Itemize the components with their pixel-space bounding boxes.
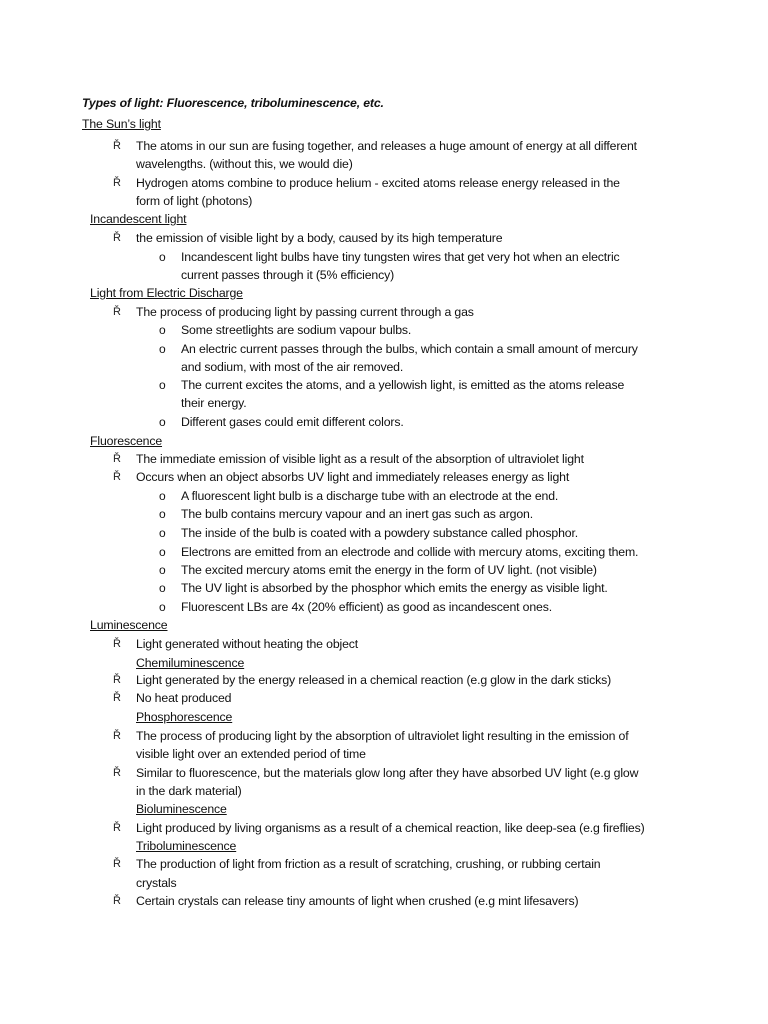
subheading-triboluminescence: Triboluminescence xyxy=(136,839,237,853)
bullet-icon: Ř xyxy=(113,895,121,907)
page-title: Types of light: Fluorescence, triboluminescence, etc. xyxy=(82,96,384,110)
subheading-phosphorescence: Phosphorescence xyxy=(136,710,233,724)
subheading-chemiluminescence: Chemiluminescence xyxy=(136,656,245,670)
heading-luminescence: Luminescence xyxy=(90,618,168,632)
list-item-continuation: crystals xyxy=(136,876,177,890)
sub-list-item-continuation: and sodium, with most of the air removed. xyxy=(181,360,404,374)
heading-fluorescence: Fluorescence xyxy=(90,434,163,448)
sub-list-item-continuation: current passes through it (5% efficiency) xyxy=(181,268,395,282)
sub-bullet-icon: o xyxy=(159,250,166,264)
bullet-icon: Ř xyxy=(113,471,121,483)
bullet-icon: Ř xyxy=(113,767,121,779)
bullet-icon: Ř xyxy=(113,674,121,686)
list-item-continuation: wavelengths. (without this, we would die) xyxy=(136,157,353,171)
sub-list-item-continuation: their energy. xyxy=(181,396,247,410)
list-item-continuation: in the dark material) xyxy=(136,784,242,798)
sub-bullet-icon: o xyxy=(159,507,166,521)
sub-bullet-icon: o xyxy=(159,323,166,337)
sub-bullet-icon: o xyxy=(159,526,166,540)
sub-bullet-icon: o xyxy=(159,415,166,429)
bullet-icon: Ř xyxy=(113,232,121,244)
sub-bullet-icon: o xyxy=(159,545,166,559)
bullet-icon: Ř xyxy=(113,730,121,742)
bullet-icon: Ř xyxy=(113,692,121,704)
bullet-icon: Ř xyxy=(113,822,121,834)
list-item-continuation: visible light over an extended period of time xyxy=(136,747,366,761)
bullet-icon: Ř xyxy=(113,306,121,318)
bullet-icon: Ř xyxy=(113,140,121,152)
heading-electric-discharge: Light from Electric Discharge xyxy=(90,286,243,300)
sub-bullet-icon: o xyxy=(159,600,166,614)
bullet-icon: Ř xyxy=(113,858,121,870)
bullet-icon: Ř xyxy=(113,453,121,465)
bullet-icon: Ř xyxy=(113,177,121,189)
sub-bullet-icon: o xyxy=(159,342,166,356)
bullet-icon: Ř xyxy=(113,638,121,650)
subheading-bioluminescence: Bioluminescence xyxy=(136,802,227,816)
sub-bullet-icon: o xyxy=(159,489,166,503)
document-page: Types of light: Fluorescence, triboluminescence, etc. The Sun’s light Ř The atoms in our sun are fusing together, and releases a huge amount of energy at all different wavelengths. (without this, we would die) Ř Hydrogen atoms combine to produce helium - excited atoms release energy released in the form of light (photons) Incandescent light Ř the emission of visible light by a body, caused by its high temperature o Incandescent light bulbs have tiny tungsten wires that get very hot when an electric current passes through it (5% efficiency) Light from Electric Discharge Ř The process of producing light by passing current through a gas o Some streetlights are sodium vapour bulbs. o An electric current passes through the bulbs, which contain a small amount of mercury and sodium, with most of the air removed. o The current excites the atoms, and a yellowish light, is emitted as the atoms release their energy. o Different gases could emit different colors. Fluorescence Ř The immediate emission of visible light as a result of the absorption of ultraviolet light Ř Occurs when an object absorbs UV light and immediately releases energy as light o A fluorescent light bulb is a discharge tube with an electrode at the end. o The bulb contains mercury vapour and an inert gas such as argon. o The inside of the bulb is coated with a powdery substance called phosphor. o Electrons are emitted from an electrode and collide with mercury atoms, exciting them. o The excited mercury atoms emit the energy in the form of UV light. (not visible) o The UV light is absorbed by the phosphor which emits the energy as visible light. o Fluorescent LBs are 4x (20% efficient) as good as incandescent ones. Luminescence Ř Light generated without heating the object Chemiluminescence Ř Light generated by the energy released in a chemical reaction (e.g glow in the dark sticks) Ř No heat produced Phosphorescence Ř The process of producing light by the absorption of ultraviolet light resulting in the emission of visible light over an extended period of time Ř Similar to fluorescence, but the materials glow long after they have absorbed UV light (e.g glow in the dark material) Bioluminescence Ř Light produced by living organisms as a result of a chemical reaction, like deep-sea (e.g fireflies) Triboluminescence Ř The production of light from friction as a result of scratching, crushing, or rubbing certain crystals Ř Certain crystals can release tiny amounts of light when crushed (e.g mint lifesavers) xyxy=(82,96,645,908)
heading-incandescent-light: Incandescent light xyxy=(90,212,187,226)
heading-suns-light: The Sun’s light xyxy=(82,117,161,131)
list-item-continuation: form of light (photons) xyxy=(136,194,253,208)
sub-bullet-icon: o xyxy=(159,378,166,392)
sub-bullet-icon: o xyxy=(159,563,166,577)
sub-bullet-icon: o xyxy=(159,581,166,595)
